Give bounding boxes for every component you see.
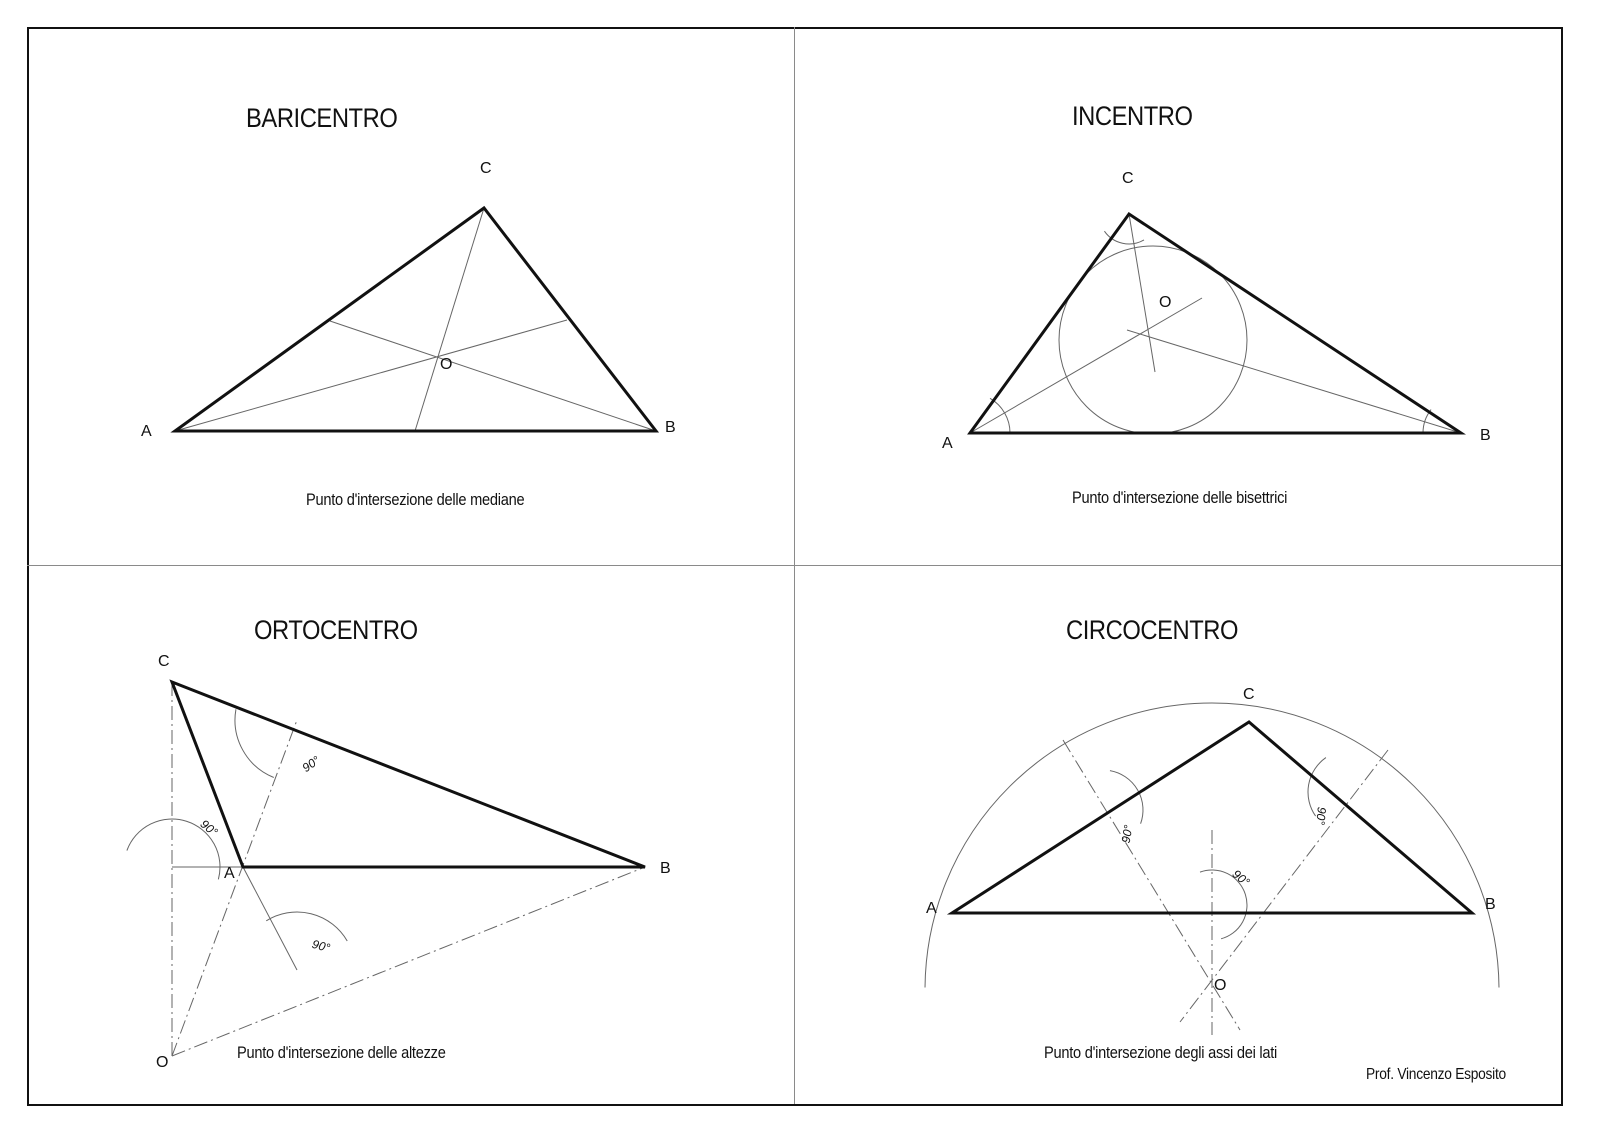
baricentro-diagram xyxy=(175,208,656,431)
perpendicular-bisector xyxy=(1180,750,1388,1022)
baricentro-caption: Punto d'intersezione delle mediane xyxy=(306,490,525,509)
ortocentro-vertex-a: A xyxy=(224,865,235,882)
ortocentro-angle-label: 90° xyxy=(299,753,323,775)
ortocentro-vertex-c: C xyxy=(158,653,170,670)
baricentro-title: BARICENTRO xyxy=(246,103,398,133)
ortocentro-triangle xyxy=(172,682,645,867)
median-line xyxy=(175,320,567,431)
circocentro-caption: Punto d'intersezione degli assi dei lati xyxy=(1044,1043,1278,1062)
ortocentro-angle-label: 90° xyxy=(310,936,332,956)
circocentro-vertex-b: B xyxy=(1485,896,1496,913)
ortocentro-vertex-b: B xyxy=(660,860,671,877)
circocentro-vertex-c: C xyxy=(1243,686,1255,703)
circocentro-title: CIRCOCENTRO xyxy=(1066,615,1239,645)
ortocentro-title: ORTOCENTRO xyxy=(254,615,418,645)
incentro-vertex-b: B xyxy=(1480,427,1491,444)
incentro-caption: Punto d'intersezione delle bisettrici xyxy=(1072,488,1288,507)
circocentro-angle-label: 90° xyxy=(1313,806,1329,826)
baricentro-vertex-c: C xyxy=(480,160,492,177)
altitude-line xyxy=(172,720,297,1056)
baricentro-triangle xyxy=(175,208,656,431)
circocentro-angle-label: 90° xyxy=(1118,823,1136,845)
incentro-diagram xyxy=(970,214,1461,434)
median-line xyxy=(415,208,484,431)
ortocentro-point-o: O xyxy=(156,1054,169,1071)
bisector-line xyxy=(1129,214,1155,372)
median-line xyxy=(330,321,656,431)
altitude-line xyxy=(172,867,645,1056)
incentro-point-o: O xyxy=(1159,294,1172,311)
bisector-line xyxy=(1127,330,1461,433)
incentro-title: INCENTRO xyxy=(1072,101,1193,131)
baricentro-vertex-a: A xyxy=(141,423,152,440)
circocentro-vertex-a: A xyxy=(926,900,937,917)
baricentro-point-o: O xyxy=(440,356,453,373)
incentro-triangle xyxy=(970,214,1461,433)
circocentro-angle-label: 90° xyxy=(1229,866,1253,890)
author-credit: Prof. Vincenzo Esposito xyxy=(1366,1066,1506,1083)
ortocentro-angle-label: 90° xyxy=(197,816,221,840)
circocentro-point-o: O xyxy=(1214,977,1227,994)
ortocentro-caption: Punto d'intersezione delle altezze xyxy=(237,1043,446,1062)
right-angle-arc xyxy=(266,912,347,941)
ortocentro-diagram xyxy=(127,682,645,1056)
circocentro-diagram xyxy=(925,703,1499,1035)
incentro-vertex-c: C xyxy=(1122,170,1134,187)
right-angle-arc xyxy=(1110,771,1143,824)
incentro-vertex-a: A xyxy=(942,435,953,452)
baricentro-vertex-b: B xyxy=(665,419,676,436)
